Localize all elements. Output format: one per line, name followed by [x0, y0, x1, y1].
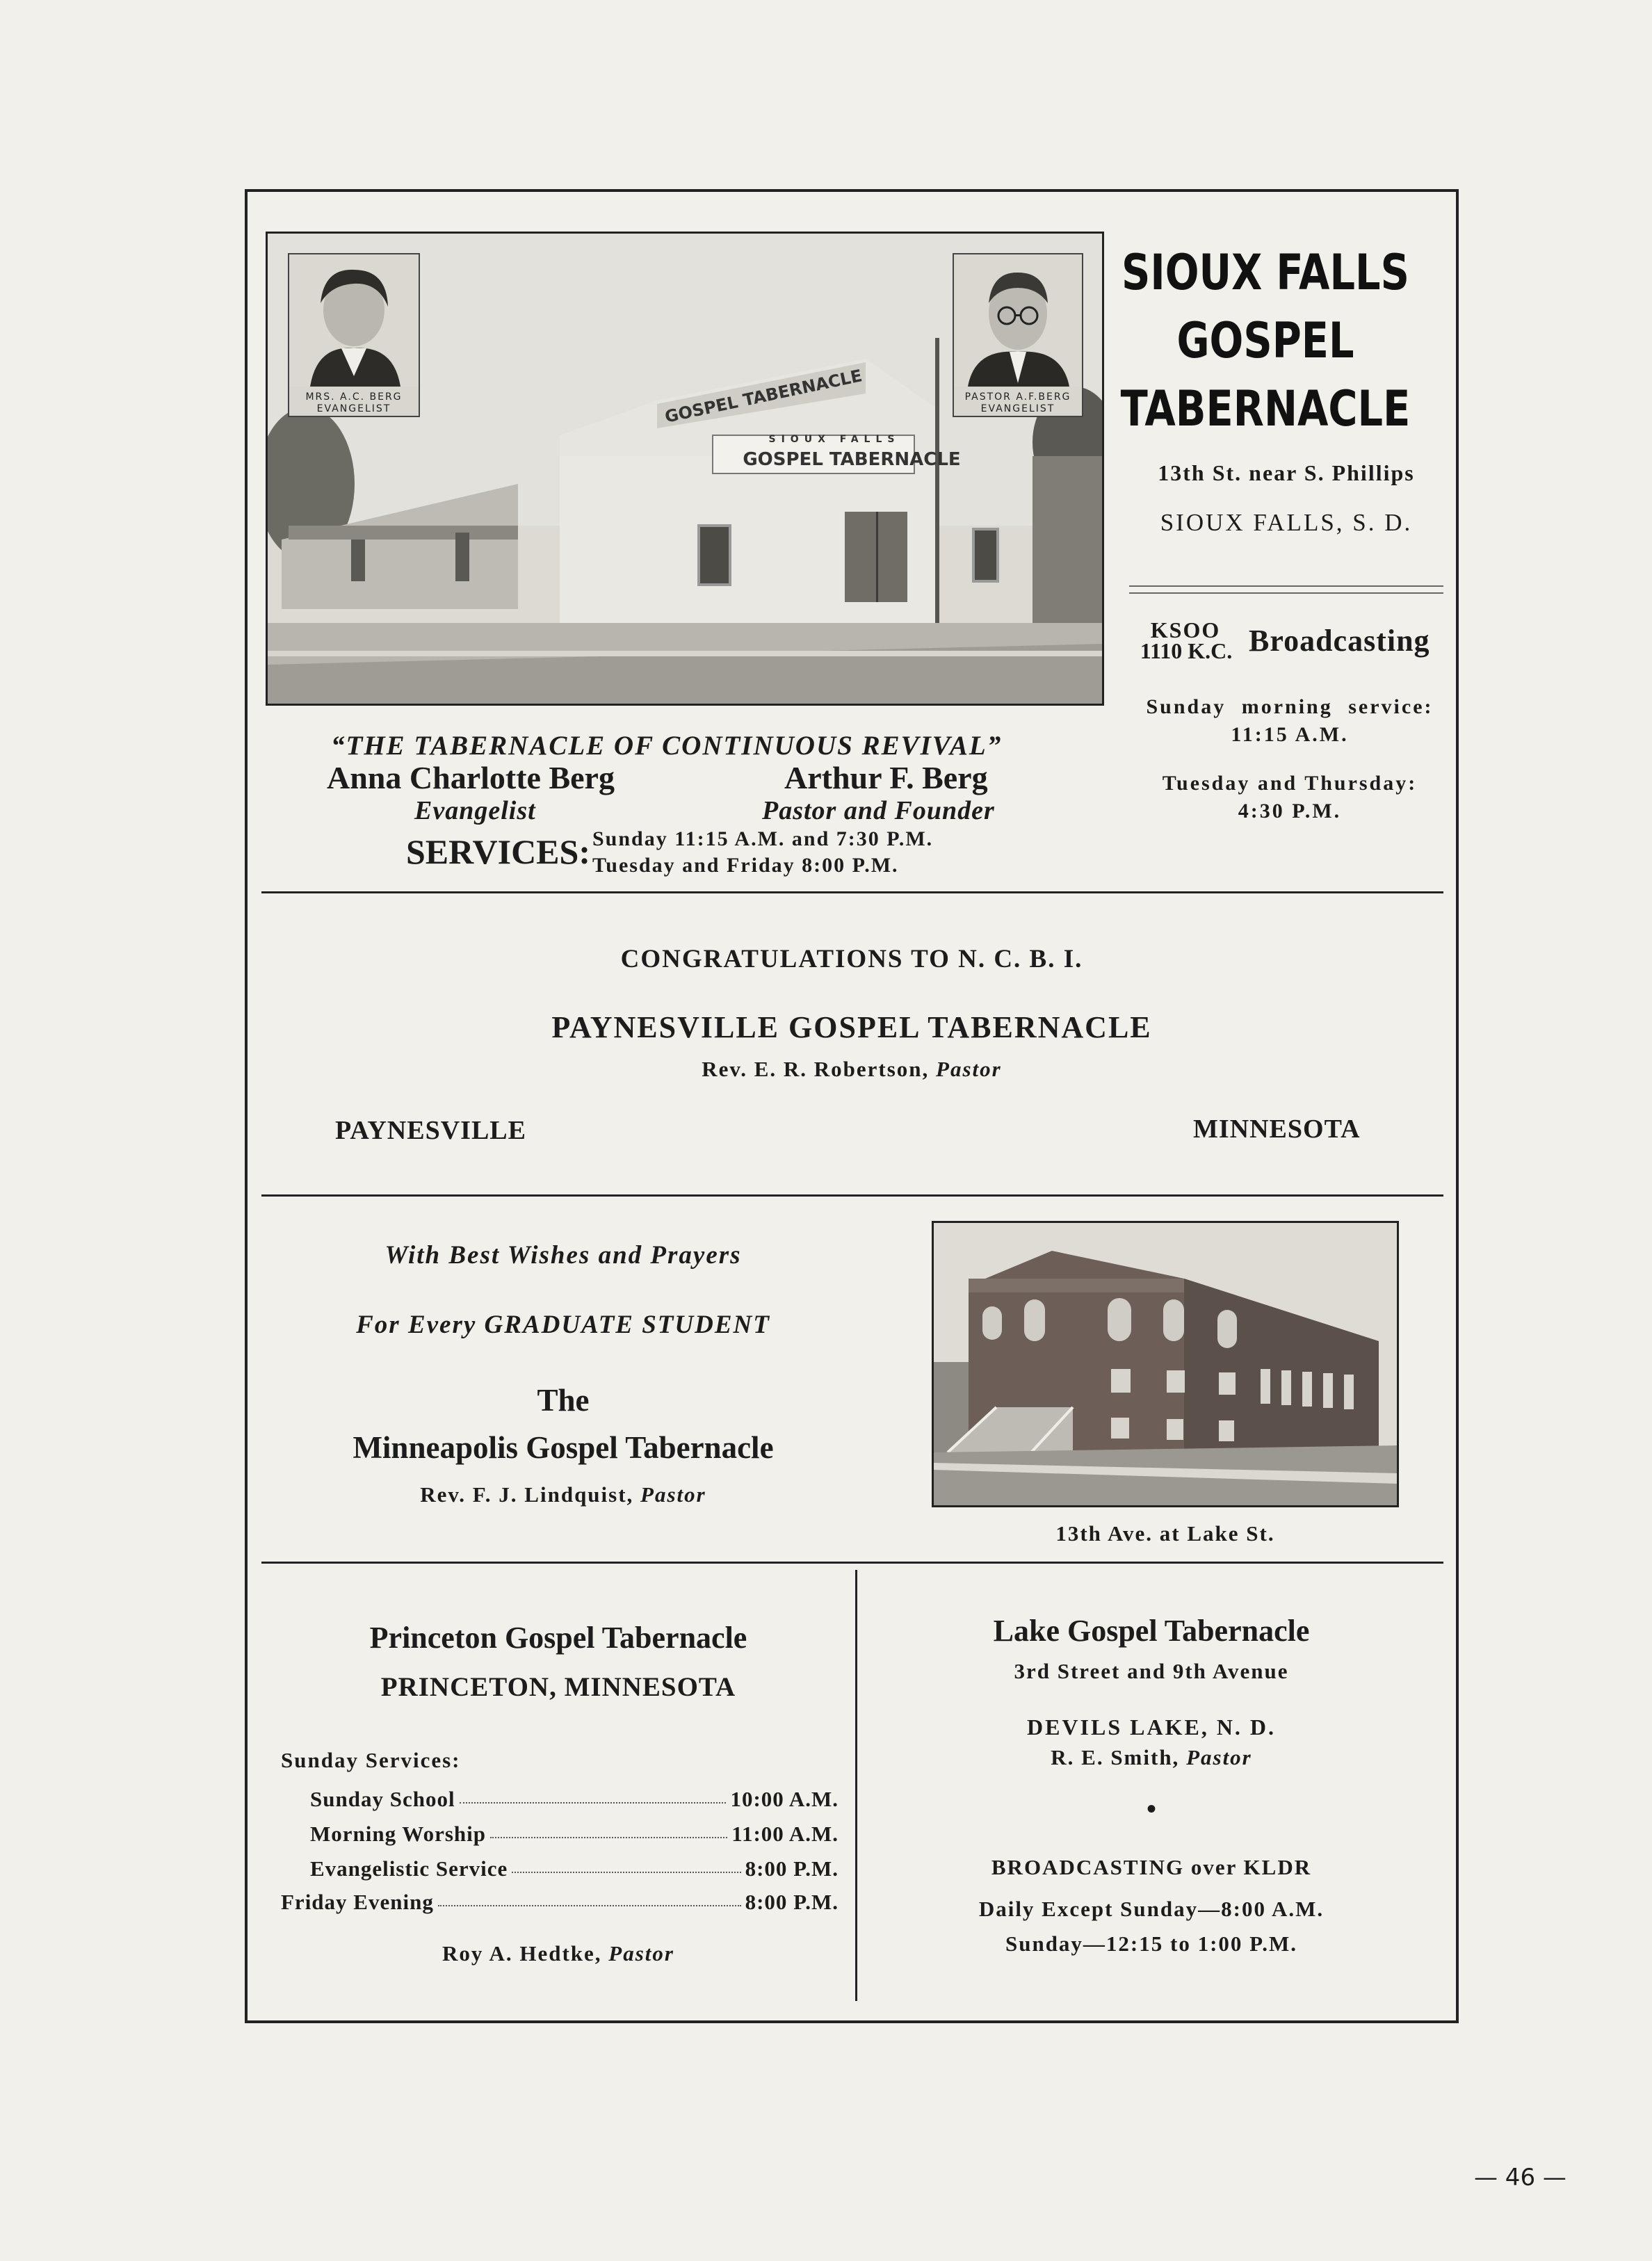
- page-number: — 46 —: [1474, 2164, 1566, 2191]
- paynesville-pastor-name: Rev. E. R. Robertson,: [702, 1057, 930, 1081]
- sioux-falls-address: 13th St. near S. Phillips: [1158, 460, 1415, 485]
- portrait-right-caption: PASTOR A.F.BERG EVANGELIST: [964, 391, 1071, 414]
- building-sign-top: GOSPEL TABERNACLE: [663, 366, 864, 427]
- weekday-service-label: Tuesday and Thursday:: [1162, 772, 1418, 795]
- double-rule-top: [1129, 585, 1443, 587]
- section-divider-2: [261, 1194, 1443, 1197]
- lake-pastor-title: Pastor: [1186, 1745, 1252, 1769]
- minneapolis-pastor-title: Pastor: [640, 1482, 706, 1507]
- services-line-2: Tuesday and Friday 8:00 P.M.: [592, 854, 899, 877]
- evangelist-role: Evangelist: [414, 796, 536, 825]
- service-name: Friday Evening: [281, 1890, 434, 1914]
- pastor-role: Pastor and Founder: [762, 796, 995, 825]
- broadcasting-label: Broadcasting: [1249, 624, 1430, 658]
- paynesville-name: PAYNESVILLE GOSPEL TABERNACLE: [551, 1010, 1152, 1044]
- sunday-service-time: 11:15 A.M.: [1231, 723, 1349, 746]
- service-time: 8:00 P.M.: [745, 1856, 839, 1881]
- princeton-services-heading: Sunday Services:: [281, 1748, 461, 1772]
- service-name: Sunday School: [310, 1787, 455, 1811]
- princeton-location: PRINCETON, MINNESOTA: [380, 1672, 736, 1702]
- leader-dots: [460, 1802, 727, 1804]
- service-name: Morning Worship: [310, 1822, 487, 1846]
- wishes-line-1: With Best Wishes and Prayers: [384, 1241, 742, 1270]
- radio-frequency: 1110 K.C.: [1140, 638, 1233, 663]
- leader-dots: [512, 1872, 740, 1873]
- princeton-pastor-title: Pastor: [608, 1941, 674, 1966]
- minneapolis-pastor: [278, 1482, 848, 1507]
- lake-city: DEVILS LAKE, N. D.: [1026, 1715, 1277, 1740]
- minneapolis-name-line-1: The: [537, 1383, 590, 1418]
- sioux-falls-title-line-1: SIOUX FALLS: [1121, 244, 1409, 301]
- vertical-divider: [855, 1570, 857, 2001]
- service-row: [310, 1856, 839, 1881]
- portrait-left-caption: MRS. A.C. BERG EVANGELIST: [305, 391, 403, 414]
- sioux-falls-city: SIOUX FALLS, S. D.: [1160, 509, 1413, 536]
- princeton-name: Princeton Gospel Tabernacle: [369, 1621, 747, 1655]
- section-divider-3: [261, 1562, 1443, 1564]
- leader-dots: [438, 1905, 741, 1906]
- services-label: SERVICES:: [406, 832, 590, 871]
- evangelist-name: Anna Charlotte Berg: [327, 760, 615, 795]
- portrait-pastor-berg: [953, 253, 1083, 417]
- radio-station: KSOO: [1150, 617, 1221, 642]
- minneapolis-photo-caption: 13th Ave. at Lake St.: [1055, 1521, 1275, 1546]
- service-row: [281, 1890, 839, 1915]
- sioux-falls-title-line-3: TABERNACLE: [1120, 380, 1411, 437]
- lake-schedule-2: Sunday—12:15 to 1:00 P.M.: [1005, 1931, 1298, 1956]
- portrait-woman-icon: [289, 254, 419, 387]
- paynesville-pastor-title: Pastor: [936, 1057, 1002, 1081]
- minneapolis-name-line-2: Minneapolis Gospel Tabernacle: [353, 1430, 774, 1465]
- lake-broadcasting: BROADCASTING over KLDR: [991, 1855, 1312, 1879]
- services-line-1: Sunday 11:15 A.M. and 7:30 P.M.: [592, 827, 934, 850]
- service-time: 10:00 A.M.: [730, 1787, 839, 1811]
- pastor-name: Arthur F. Berg: [784, 760, 988, 795]
- service-time: 11:00 A.M.: [731, 1822, 839, 1846]
- building-sign-main: GOSPEL TABERNACLE: [743, 449, 961, 470]
- tabernacle-motto: “THE TABERNACLE OF CONTINUOUS REVIVAL”: [331, 731, 1003, 761]
- lake-name: Lake Gospel Tabernacle: [993, 1614, 1310, 1648]
- paynesville-state: MINNESOTA: [1193, 1115, 1361, 1144]
- portrait-man-icon: [954, 254, 1082, 387]
- lake-pastor-name: R. E. Smith,: [1051, 1745, 1180, 1769]
- sioux-falls-title-line-2: GOSPEL: [1176, 312, 1354, 369]
- building-sign-small: SIOUX FALLS: [768, 434, 900, 445]
- brick-building-illustration: [934, 1223, 1397, 1505]
- lake-schedule-1: Daily Except Sunday—8:00 A.M.: [978, 1897, 1325, 1921]
- paynesville-city: PAYNESVILLE: [335, 1116, 526, 1145]
- service-row: [310, 1822, 839, 1847]
- section-divider-1: [261, 891, 1443, 893]
- portrait-mrs-berg: [288, 253, 420, 417]
- leader-dots: [490, 1837, 727, 1838]
- paynesville-pastor: [245, 1057, 1459, 1082]
- double-rule-bottom: [1129, 592, 1443, 594]
- minneapolis-pastor-name: Rev. F. J. Lindquist,: [420, 1482, 634, 1507]
- minneapolis-tabernacle-photo: [932, 1221, 1399, 1507]
- weekday-service-time: 4:30 P.M.: [1238, 800, 1342, 822]
- congratulations-line: CONGRATULATIONS TO N. C. B. I.: [620, 945, 1083, 973]
- service-time: 8:00 P.M.: [745, 1890, 839, 1914]
- lake-address: 3rd Street and 9th Avenue: [1014, 1659, 1289, 1683]
- lake-bullet: •: [1146, 1793, 1156, 1824]
- service-row: [310, 1787, 839, 1812]
- sunday-service-label: Sunday morning service:: [1146, 695, 1434, 718]
- lake-pastor: [859, 1745, 1443, 1770]
- princeton-pastor-name: Roy A. Hedtke,: [442, 1941, 602, 1966]
- wishes-line-2: For Every GRADUATE STUDENT: [356, 1311, 770, 1339]
- service-name: Evangelistic Service: [310, 1856, 508, 1881]
- princeton-pastor: [261, 1941, 855, 1966]
